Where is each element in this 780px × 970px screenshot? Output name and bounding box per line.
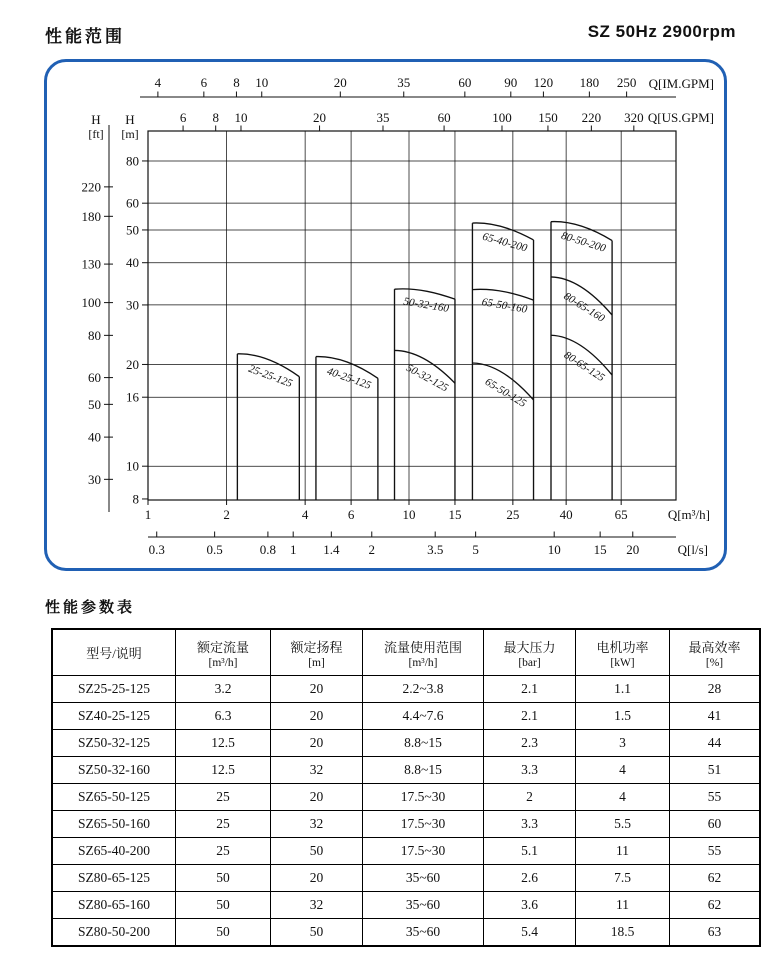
page-subtitle: SZ 50Hz 2900rpm	[587, 22, 736, 41]
data-cell: 11	[576, 838, 670, 865]
data-cell: 20	[271, 676, 363, 703]
axis-tick-label: 180	[81, 208, 101, 224]
data-cell: 32	[271, 811, 363, 838]
table-row	[52, 919, 760, 947]
axis-label-h-m: H	[125, 112, 135, 127]
data-cell: SZ50-32-125	[52, 730, 176, 757]
header-cell-label: 额定扬程	[290, 639, 343, 655]
axis-tick-label: 40	[126, 255, 139, 271]
axis-tick-label: 220	[81, 179, 101, 195]
envelope-label-50-32-125: 50-32-125	[404, 361, 451, 395]
axis-unit-h-ft: [ft]	[88, 127, 104, 141]
axis-tick-label: 40	[88, 429, 101, 445]
axis-tick-label: 10	[234, 110, 248, 125]
data-cell: SZ65-40-200	[52, 838, 176, 865]
table-row	[52, 757, 760, 784]
data-cell: 50	[271, 838, 363, 865]
data-cell: 35~60	[363, 892, 484, 919]
data-cell: 35~60	[363, 865, 484, 892]
data-cell: 12.5	[176, 757, 271, 784]
axis-tick-label: 8	[212, 110, 219, 125]
data-cell: SZ40-25-125	[52, 703, 176, 730]
axis-tick-label: 6	[179, 110, 187, 125]
axis-tick-label: 50	[88, 396, 101, 412]
axis-tick-label: 320	[624, 110, 644, 125]
data-cell: 50	[176, 865, 271, 892]
axis-tick-label: 100	[492, 110, 512, 125]
data-cell: 32	[271, 892, 363, 919]
axis-tick-label: 8	[233, 75, 240, 90]
axis-unit-h-m: [m]	[121, 127, 139, 141]
axis-label-us-gpm: Q[US.GPM]	[647, 110, 714, 125]
data-cell: 41	[670, 703, 761, 730]
table-row	[52, 730, 760, 757]
axis-tick-label: 1.4	[323, 542, 340, 557]
data-cell: 62	[670, 865, 761, 892]
data-cell: 20	[271, 865, 363, 892]
header-cell-unit: [m³/h]	[408, 656, 438, 669]
data-cell: 2	[484, 784, 576, 811]
data-cell: 20	[271, 730, 363, 757]
data-cell: 8.8~15	[363, 757, 484, 784]
axis-tick-label: 16	[126, 389, 139, 405]
data-cell: 51	[670, 757, 761, 784]
axis-tick-label: 90	[504, 75, 518, 90]
header-cell	[670, 629, 761, 676]
data-cell: 12.5	[176, 730, 271, 757]
axis-tick-label: 20	[126, 356, 139, 372]
data-cell: 60	[670, 811, 761, 838]
data-cell: SZ80-50-200	[52, 919, 176, 947]
envelope-label-80-65-160: 80-65-160	[561, 290, 607, 325]
parameters-table-head	[52, 629, 760, 676]
data-cell: SZ65-50-160	[52, 811, 176, 838]
axis-tick-label: 2	[223, 507, 230, 522]
axis-tick-label: 6	[200, 75, 208, 90]
axis-tick-label: 65	[614, 507, 628, 522]
parameters-table-body	[52, 676, 760, 947]
axis-tick-label: 8	[132, 491, 139, 507]
data-cell: SZ50-32-160	[52, 757, 176, 784]
envelope-label-80-50-200: 80-50-200	[559, 229, 608, 255]
data-cell: 18.5	[576, 919, 670, 947]
axis-tick-label: 1	[289, 542, 297, 557]
axis-tick-label: 60	[88, 370, 101, 386]
header-cell	[484, 629, 576, 676]
axis-tick-label: 150	[538, 110, 558, 125]
envelope-label-65-40-200: 65-40-200	[481, 230, 529, 255]
table-row	[52, 676, 760, 703]
axis-tick-label: 1	[144, 507, 152, 522]
header-cell	[52, 629, 176, 676]
data-cell: 2.2~3.8	[363, 676, 484, 703]
envelope-label-25-25-125: 25-25-125	[246, 362, 294, 391]
data-cell: 17.5~30	[363, 838, 484, 865]
parameters-table	[51, 628, 761, 947]
axis-tick-label: 20	[313, 110, 327, 125]
page-title: 性能范围	[45, 27, 125, 46]
data-cell: 3.3	[484, 811, 576, 838]
data-cell: 7.5	[576, 865, 670, 892]
data-cell: 2.1	[484, 676, 576, 703]
data-cell: 35~60	[363, 919, 484, 947]
data-cell: SZ65-50-125	[52, 784, 176, 811]
axis-tick-label: 15	[448, 507, 462, 522]
data-cell: SZ25-25-125	[52, 676, 176, 703]
axis-tick-label: 220	[581, 110, 602, 125]
header-cell	[271, 629, 363, 676]
data-cell: 11	[576, 892, 670, 919]
axis-tick-label: 120	[533, 75, 554, 90]
data-cell: SZ80-65-160	[52, 892, 176, 919]
axis-tick-label: 4	[301, 507, 309, 522]
table-row	[52, 811, 760, 838]
data-cell: 25	[176, 838, 271, 865]
axis-tick-label: 0.5	[206, 542, 223, 557]
data-cell: 28	[670, 676, 761, 703]
table-row	[52, 865, 760, 892]
table-row	[52, 892, 760, 919]
axis-tick-label: 0.8	[259, 542, 277, 557]
header-cell-label: 流量使用范围	[383, 639, 462, 655]
header-cell-label: 型号/说明	[86, 646, 142, 661]
axis-label-h-ft: H	[91, 112, 101, 127]
table-row	[52, 703, 760, 730]
axis-tick-label: 60	[437, 110, 451, 125]
header-cell-label: 最高效率	[688, 639, 741, 655]
data-cell: 63	[670, 919, 761, 947]
data-cell: 1.1	[576, 676, 670, 703]
data-cell: 3.2	[176, 676, 271, 703]
data-cell: 17.5~30	[363, 784, 484, 811]
axis-tick-label: 5	[472, 542, 479, 557]
header-cell-unit: [bar]	[518, 656, 541, 669]
axis-tick-label: 60	[458, 75, 472, 90]
data-cell: 8.8~15	[363, 730, 484, 757]
axis-tick-label: 10	[402, 507, 416, 522]
axis-tick-label: 15	[593, 542, 607, 557]
axis-tick-label: 10	[255, 75, 269, 90]
data-cell: 17.5~30	[363, 811, 484, 838]
header-cell-label: 最大压力	[503, 639, 556, 655]
data-cell: 5.1	[484, 838, 576, 865]
data-cell: 20	[271, 703, 363, 730]
axis-tick-label: 40	[559, 507, 573, 522]
axis-label-m3h: Q[m³/h]	[667, 507, 710, 522]
data-cell: 3	[576, 730, 670, 757]
data-cell: 5.4	[484, 919, 576, 947]
header-cell	[176, 629, 271, 676]
axis-tick-label: 80	[88, 327, 101, 343]
envelope-label-40-25-125: 40-25-125	[325, 365, 373, 392]
data-cell: 4	[576, 757, 670, 784]
axis-tick-label: 100	[81, 295, 101, 311]
axis-tick-label: 10	[547, 542, 561, 557]
axis-tick-label: 50	[126, 222, 139, 238]
data-cell: SZ80-65-125	[52, 865, 176, 892]
data-cell: 3.3	[484, 757, 576, 784]
axis-tick-label: 20	[333, 75, 347, 90]
axis-tick-label: 60	[126, 195, 139, 211]
data-cell: 2.6	[484, 865, 576, 892]
data-cell: 1.5	[576, 703, 670, 730]
table-row	[52, 784, 760, 811]
data-cell: 4	[576, 784, 670, 811]
header-cell-unit: [kW]	[610, 656, 635, 669]
header-cell	[363, 629, 484, 676]
envelope-label-50-32-160: 50-32-160	[402, 295, 450, 315]
envelope-label-65-50-160: 65-50-160	[480, 296, 529, 316]
data-cell: 2.3	[484, 730, 576, 757]
axis-tick-label: 30	[126, 297, 139, 313]
data-cell: 32	[271, 757, 363, 784]
table-row	[52, 838, 760, 865]
data-cell: 50	[271, 919, 363, 947]
axis-tick-label: 130	[81, 256, 101, 272]
axis-label-im-gpm: Q[IM.GPM]	[648, 76, 714, 91]
data-cell: 6.3	[176, 703, 271, 730]
axis-tick-label: 3.5	[427, 542, 444, 557]
header-cell-unit: [%]	[705, 656, 724, 669]
data-cell: 55	[670, 838, 761, 865]
data-cell: 25	[176, 811, 271, 838]
data-cell: 2.1	[484, 703, 576, 730]
axis-tick-label: 25	[506, 507, 520, 522]
header-cell-unit: [m³/h]	[208, 656, 238, 669]
axis-tick-label: 2	[368, 542, 376, 557]
axis-tick-label: 250	[616, 75, 637, 90]
header-cell-unit: [m]	[308, 656, 325, 669]
table-title: 性能参数表	[45, 599, 136, 616]
data-cell: 25	[176, 784, 271, 811]
data-cell: 44	[670, 730, 761, 757]
data-cell: 20	[271, 784, 363, 811]
data-cell: 50	[176, 892, 271, 919]
data-cell: 55	[670, 784, 761, 811]
data-cell: 4.4~7.6	[363, 703, 484, 730]
chart-border-box	[44, 59, 727, 571]
axis-tick-label: 35	[397, 75, 411, 90]
axis-tick-label: 20	[626, 542, 640, 557]
data-cell: 5.5	[576, 811, 670, 838]
envelope-label-80-65-125: 80-65-125	[561, 349, 607, 385]
table-header-row	[52, 629, 760, 676]
axis-tick-label: 6	[347, 507, 355, 522]
header-cell-label: 额定流量	[196, 639, 249, 655]
axis-tick-label: 180	[579, 75, 600, 90]
axis-tick-label: 10	[126, 458, 139, 474]
axis-tick-label: 35	[376, 110, 390, 125]
axis-tick-label: 4	[154, 75, 162, 90]
data-cell: 3.6	[484, 892, 576, 919]
data-cell: 62	[670, 892, 761, 919]
data-cell: 50	[176, 919, 271, 947]
axis-tick-label: 80	[126, 153, 139, 169]
axis-label-ls: Q[l/s]	[677, 542, 708, 557]
header-cell-label: 电机功率	[596, 639, 649, 655]
axis-tick-label: 0.3	[148, 542, 165, 557]
axis-tick-label: 30	[88, 471, 101, 487]
header-cell	[576, 629, 670, 676]
envelope-label-65-50-125: 65-50-125	[482, 375, 529, 410]
